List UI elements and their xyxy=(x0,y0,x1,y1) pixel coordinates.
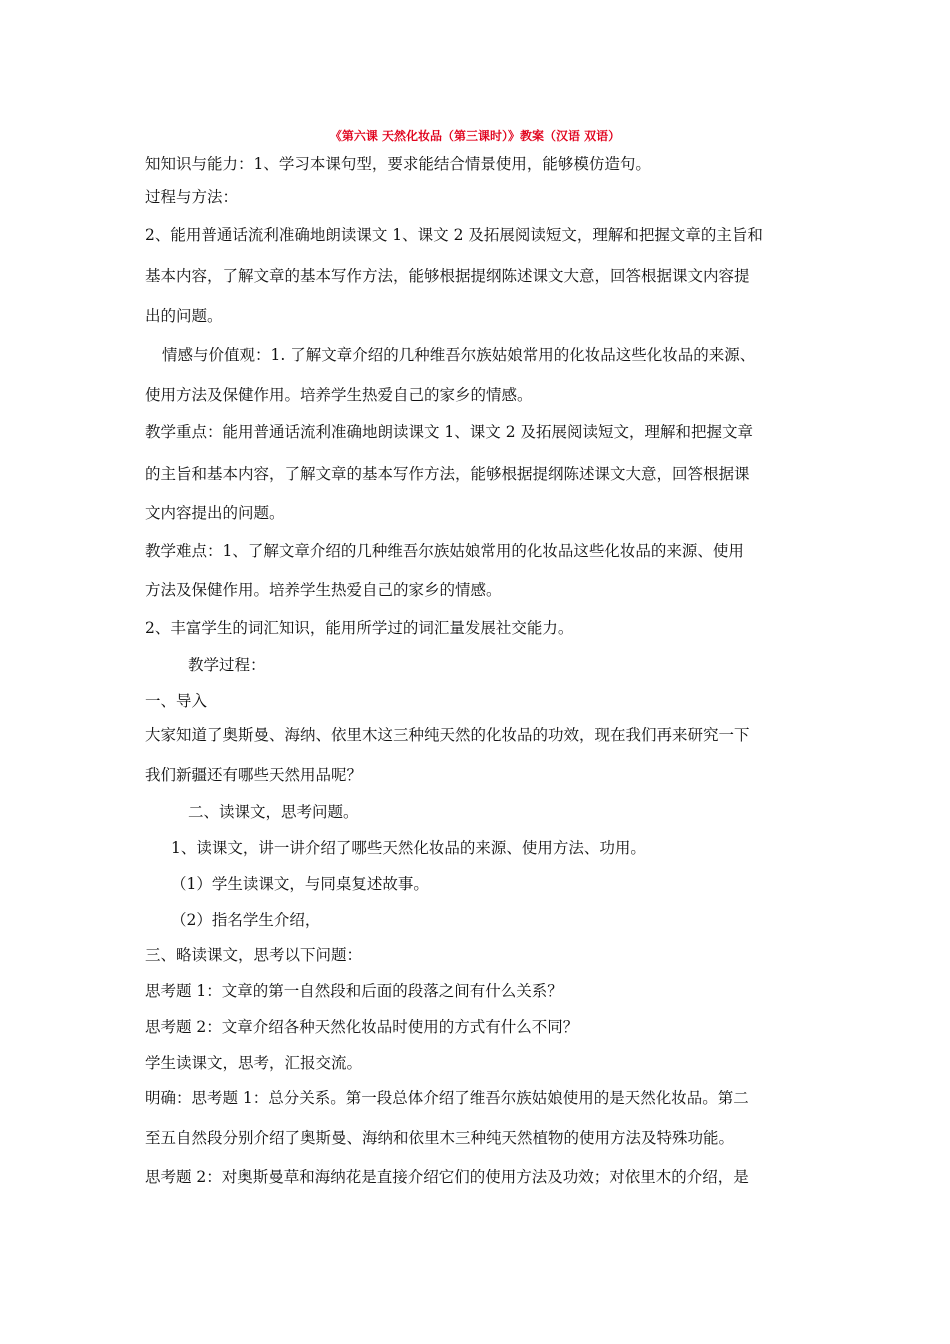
text-line: 的主旨和基本内容，了解文章的基本写作方法，能够根据提纲陈述课文大意，回答根据课 xyxy=(145,465,750,483)
text-line: 思考题 1：文章的第一自然段和后面的段落之间有什么关系？ xyxy=(145,982,563,1000)
text-line: 教学过程： xyxy=(188,656,266,674)
text-line: 基本内容，了解文章的基本写作方法，能够根据提纲陈述课文大意，回答根据课文内容提 xyxy=(145,267,750,285)
text-line: 出的问题。 xyxy=(145,307,223,325)
text-line: （1）学生读课文，与同桌复述故事。 xyxy=(171,875,429,893)
text-line: 教学难点：1、了解文章介绍的几种维吾尔族姑娘常用的化妆品这些化妆品的来源、使用 xyxy=(145,542,744,560)
text-line: 我们新疆还有哪些天然用品呢？ xyxy=(145,766,363,784)
text-line: 知知识与能力：1、学习本课句型，要求能结合情景使用，能够模仿造句。 xyxy=(145,155,651,173)
text-line: 1、读课文，讲一讲介绍了哪些天然化妆品的来源、使用方法、功用。 xyxy=(171,839,646,857)
text-line: 思考题 2：文章介绍各种天然化妆品时使用的方式有什么不同？ xyxy=(145,1018,579,1036)
text-line: 教学重点：能用普通话流利准确地朗读课文 1、课文 2 及拓展阅读短文，理解和把握文章 xyxy=(145,423,754,441)
document-title: 《第六课 天然化妆品（第三课时）》教案（汉语 双语） xyxy=(329,129,621,143)
text-line: 一、导入 xyxy=(145,692,208,710)
text-line: 2、能用普通话流利准确地朗读课文 1、课文 2 及拓展阅读短文，理解和把握文章的主旨和 xyxy=(145,226,763,244)
text-line: 三、略读课文，思考以下问题： xyxy=(145,946,363,964)
text-line: 至五自然段分别介绍了奥斯曼、海纳和依里木三种纯天然植物的使用方法及特殊功能。 xyxy=(145,1129,735,1147)
text-line: 使用方法及保健作用。培养学生热爱自己的家乡的情感。 xyxy=(145,386,533,404)
text-line: （2）指名学生介绍， xyxy=(171,911,321,929)
text-line: 过程与方法： xyxy=(145,188,239,206)
text-line: 2、丰富学生的词汇知识，能用所学过的词汇量发展社交能力。 xyxy=(145,619,574,637)
text-line: 方法及保健作用。培养学生热爱自己的家乡的情感。 xyxy=(145,581,502,599)
text-line: 明确：思考题 1：总分关系。第一段总体介绍了维吾尔族姑娘使用的是天然化妆品。第二 xyxy=(145,1089,749,1107)
text-line: 二、读课文，思考问题。 xyxy=(188,803,359,821)
text-line: 情感与价值观：1. 了解文章介绍的几种维吾尔族姑娘常用的化妆品这些化妆品的来源、 xyxy=(162,346,756,364)
text-line: 文内容提出的问题。 xyxy=(145,504,285,522)
text-line: 大家知道了奥斯曼、海纳、依里木这三种纯天然的化妆品的功效，现在我们再来研究一下 xyxy=(145,726,750,744)
text-line: 学生读课文，思考，汇报交流。 xyxy=(145,1054,363,1072)
text-line: 思考题 2：对奥斯曼草和海纳花是直接介绍它们的使用方法及功效；对依里木的介绍，是 xyxy=(145,1168,749,1186)
